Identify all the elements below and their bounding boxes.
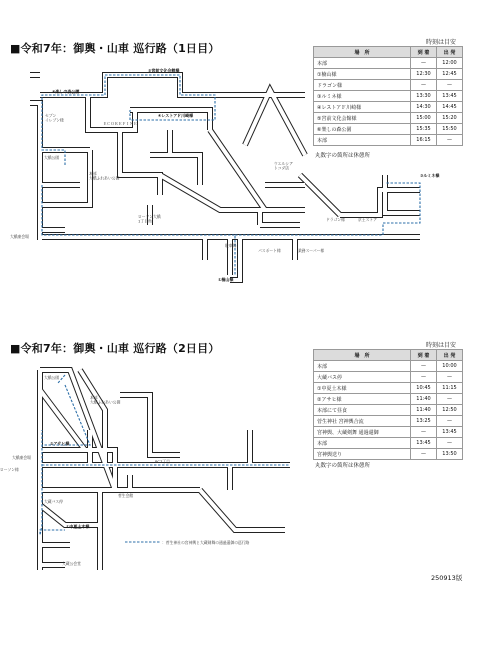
day1-footnote: 丸数字の箇所は休憩所: [315, 153, 371, 159]
map-label-asahi: ②アサヒ様: [50, 441, 70, 446]
arrive: 12:30: [411, 69, 437, 80]
day1-map-labels: [10, 67, 439, 282]
place: ④レストアＦ川崎様: [314, 102, 411, 113]
table-row: [314, 416, 463, 427]
table-row: [314, 383, 463, 394]
table-row: [314, 449, 463, 460]
place: ①中夏土木様: [314, 383, 411, 394]
header-place: 場 所: [314, 47, 411, 58]
depart: 13:50: [437, 449, 463, 460]
map-label-passport: パスポート様: [258, 248, 281, 253]
depart: 10:00: [437, 361, 463, 372]
table-row: [314, 394, 463, 405]
depart: 13:45: [437, 91, 463, 102]
place: ドラゴン様: [314, 80, 411, 91]
day2-footnote: 丸数字の箇所は休憩所: [315, 463, 371, 469]
day1-time-note: 時刻は目安: [426, 39, 457, 46]
header-depart: 出 発: [437, 350, 463, 361]
map-label-honbu: 本部大橋ふれあい公園: [89, 171, 120, 181]
depart: 11:15: [437, 383, 463, 394]
map-label-ohashi-park: 大橋公園: [44, 155, 60, 160]
place: ①楠山様: [314, 69, 411, 80]
place: 宮神輿送り: [314, 449, 411, 460]
map-label-ohashi-park: 大橋公園: [44, 375, 60, 380]
depart: —: [437, 394, 463, 405]
depart: —: [437, 416, 463, 427]
depart: —: [437, 135, 463, 146]
depart: —: [437, 438, 463, 449]
place: 本部: [314, 58, 411, 69]
depart: —: [437, 372, 463, 383]
day2-schedule-body: [314, 361, 463, 460]
map-label-oohashi-higashi: 大橋東会場: [12, 455, 31, 460]
place: 菅生神社 宮神輿合流: [314, 416, 411, 427]
map-label-ecorefine: ＥＣＯＲＥＦＩＮＥ: [103, 121, 138, 126]
map-label-lawson: ローソン大橋 1丁目角: [138, 214, 161, 224]
table-row: [314, 427, 463, 438]
version-label: 250913版: [431, 574, 463, 582]
arrive: —: [411, 58, 437, 69]
arrive: —: [411, 372, 437, 383]
map-label-tanoshi: ⑥楽しの森公園: [52, 89, 80, 94]
map-label-oohashi-higashi: 大橋東会場: [10, 234, 29, 239]
arrive: 11:40: [411, 394, 437, 405]
arrive: 14:30: [411, 102, 437, 113]
depart: 12:50: [437, 405, 463, 416]
place: ⑥楽しの森公園: [314, 124, 411, 135]
map-label-welcome: ウエルシアトコダ店: [274, 161, 293, 171]
arrive: —: [411, 80, 437, 91]
depart: —: [437, 80, 463, 91]
depart: 15:50: [437, 124, 463, 135]
depart: 12:45: [437, 69, 463, 80]
depart: 15:20: [437, 113, 463, 124]
map-label-dragon: ドラゴン様: [326, 217, 345, 222]
legend-text: ：菅生神社の宮神輿と大蔵剣舞の通過還御の巡行路: [162, 540, 250, 545]
depart: 12:00: [437, 58, 463, 69]
arrive: 13:45: [411, 438, 437, 449]
map-label-keio: 京王ストア: [358, 217, 377, 222]
table-header-row: [314, 350, 463, 361]
map-label-miyamae: ⑤宮前文化会館様: [148, 68, 180, 73]
place: 本部: [314, 361, 411, 372]
map-label-parking: 駐車場: [225, 243, 237, 248]
header-arrive: 到 着: [411, 47, 437, 58]
arrive: —: [411, 361, 437, 372]
arrive: 10:45: [411, 383, 437, 394]
arrive: 15:00: [411, 113, 437, 124]
day2-time-note: 時刻は目安: [426, 342, 457, 349]
map-label-suge: 菅生会館: [118, 493, 134, 498]
day1-title: ■令和7年：御輿・山車 巡行路（1日目）: [10, 42, 220, 55]
arrive: —: [411, 449, 437, 460]
map-label-chuka: ①中夏土木様: [66, 524, 90, 529]
arrive: —: [411, 427, 437, 438]
place: 本部: [314, 438, 411, 449]
table-row: [314, 372, 463, 383]
arrive: 15:35: [411, 124, 437, 135]
map-label-seven: セブンイレブン様: [45, 113, 64, 123]
map-label-bus: 大蔵バス停: [44, 499, 63, 504]
place: ⑤宮前文化会館様: [314, 113, 411, 124]
arrive: 11:40: [411, 405, 437, 416]
header-depart: 出 発: [437, 47, 463, 58]
place: 大蔵バス停: [314, 372, 411, 383]
map-label-okura: 大蔵公会堂: [62, 561, 81, 566]
table-row: [314, 361, 463, 372]
place: ③ルミネ様: [314, 91, 411, 102]
map-label-kusuyama: ①楠山様: [218, 277, 234, 282]
day2-route-map: [0, 355, 310, 585]
header-place: 場 所: [314, 350, 411, 361]
place: 本部にて昼食: [314, 405, 411, 416]
table-row: [314, 438, 463, 449]
map-label-honbu: 本部大橋ふれあい公園: [90, 395, 121, 405]
arrive: 16:15: [411, 135, 437, 146]
depart: 13:45: [437, 427, 463, 438]
map-label-restore: ④レストアＦ川崎様: [158, 113, 194, 118]
map-label-lawson: ローソン様: [0, 467, 19, 472]
table-row: [314, 405, 463, 416]
map-label-gyomu: 業務スーパー様: [298, 248, 325, 253]
place: ②アサヒ様: [314, 394, 411, 405]
arrive: 13:25: [411, 416, 437, 427]
day1-route-map: [0, 55, 480, 295]
place: 宮神輿、大蔵剣舞 通過還御: [314, 427, 411, 438]
header-arrive: 到 着: [411, 350, 437, 361]
map-label-lumine: ③ルミネ様: [420, 173, 440, 178]
map-label-pc: PC7丁目: [155, 459, 170, 464]
place: 本部: [314, 135, 411, 146]
day2-schedule-table: [313, 349, 463, 460]
depart: 14:45: [437, 102, 463, 113]
arrive: 13:30: [411, 91, 437, 102]
day2-title: ■令和7年：御輿・山車 巡行路（2日目）: [10, 342, 220, 355]
